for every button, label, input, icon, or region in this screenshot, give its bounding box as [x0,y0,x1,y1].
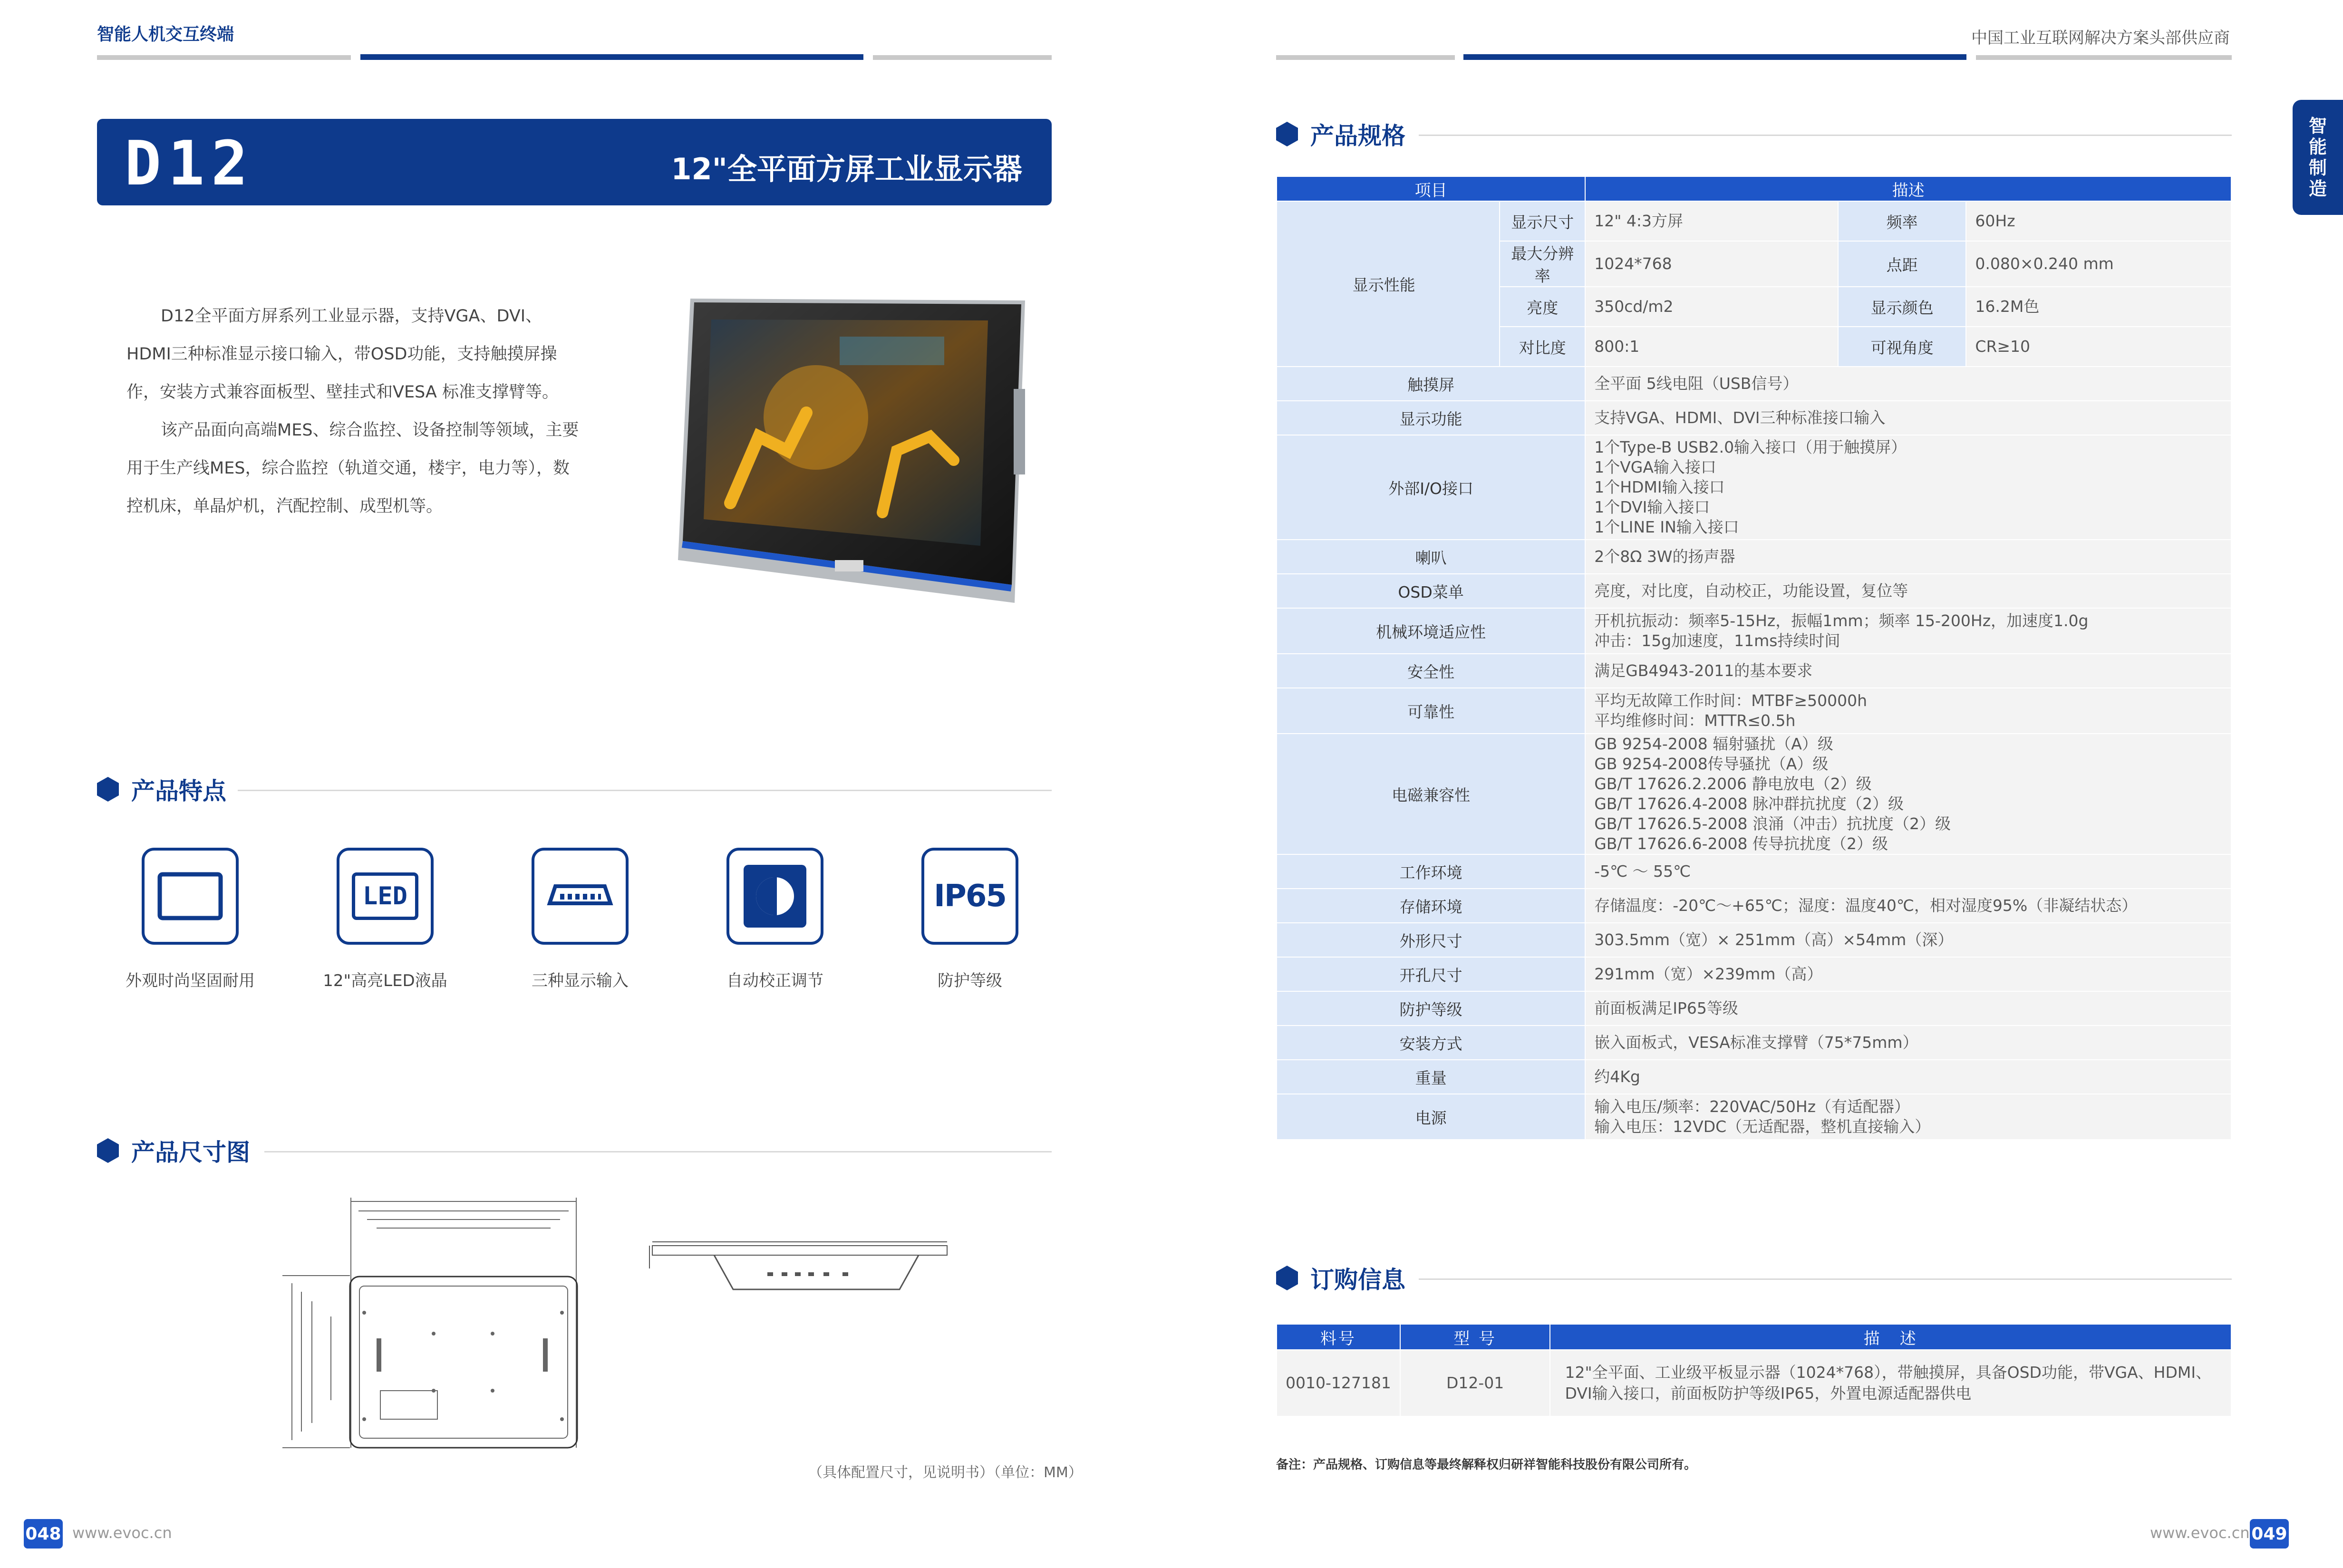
spec-value-line: 303.5mm（宽）× 251mm（高）×54mm（深） [1594,930,1954,949]
intro-paragraph: D12全平面方屏系列工业显示器，支持VGA、DVI、HDMI三种标准显示接口输入，带OSD功能，支持触摸屏操作，安装方式兼容面板型、壁挂式和VESA 标准支撑臂等。 [126,307,559,402]
spec-value [1585,435,2231,540]
spec-value [1585,608,2231,654]
feature-item [689,848,861,991]
spec-value-line: 1个Type-B USB2.0输入接口（用于触摸屏） [1594,438,1907,456]
spec-key: 显示尺寸 [1500,201,1585,241]
dimensions-heading [97,1132,250,1170]
product-name: 12"全平面方屏工业显示器 [671,152,1022,186]
spec-key: 存储环境 [1277,889,1585,923]
spec-value [1585,367,2231,401]
led-icon-text: LED [363,882,407,910]
ip65-icon-text: IP65 [934,879,1006,914]
spec-value-line: -5℃ ～ 55℃ [1594,862,1691,881]
order-heading [1276,1259,1405,1297]
spec-key: 可视角度 [1838,327,1966,367]
spec-row [1277,401,2231,435]
spec-key: 外部I/O接口 [1277,435,1585,540]
spec-key: 开孔尺寸 [1277,957,1585,991]
col-header-part: 料号 [1277,1324,1400,1350]
spec-row [1277,435,2231,540]
spec-value: 16.2M色 [1966,287,2231,327]
spec-value-line: GB 9254-2008传导骚扰（A）级 [1594,755,1829,773]
spec-value [1585,540,2231,574]
spec-value-line: 支持VGA、HDMI、DVI三种标准接口输入 [1594,408,1886,427]
spec-value-line: 存储温度：-20℃～+65℃；湿度：温度40℃，相对湿度95%（非凝结状态） [1594,896,2138,915]
feature-item [300,848,471,991]
spec-key: 对比度 [1500,327,1585,367]
spec-group-label: 显示性能 [1277,201,1500,367]
spec-key: 外形尺寸 [1277,923,1585,957]
spec-key: 重量 [1277,1060,1585,1094]
spec-value-line: 满足GB4943-2011的基本要求 [1594,661,1813,680]
intro-paragraph: 该产品面向高端MES、综合监控、设备控制等领域，主要用于生产线MES，综合监控（轨道交通，楼宇，电力等），数控机床，单晶炉机，汽配控制、成型机等。 [126,421,579,516]
feature-item [884,848,1055,991]
header-rule [873,55,1052,60]
spec-value [1585,991,2231,1026]
spec-row [1277,991,2231,1026]
section-title: 产品尺寸图 [131,1139,250,1166]
ip65-icon [921,848,1018,945]
header-rule [360,54,863,60]
hexagon-bullet-icon [97,1138,119,1163]
page-category: 智能人机交互终端 [97,25,234,44]
spec-value-line: 1个DVI输入接口 [1594,498,1710,516]
order-description: 12"全平面、工业级平板显示器（1024*768），带触摸屏，具备OSD功能，带VGA、HDMI、DVI输入接口，前面板防护等级IP65，外置电源适配器供电 [1550,1350,2231,1416]
feature-label: 外观时尚坚固耐用 [126,971,255,990]
model-number: D12-01 [1400,1350,1550,1416]
spec-value [1585,854,2231,889]
spec-value: 1024*768 [1585,241,1838,287]
spec-row [1277,608,2231,654]
spec-value-line: 输入电压：12VDC（无适配器，整机直接输入） [1594,1117,1931,1136]
spec-value-line: 前面板满足IP65等级 [1594,999,1738,1017]
auto-adjust-icon [726,848,823,945]
spec-value-line: 1个VGA输入接口 [1594,458,1716,476]
spec-value [1585,923,2231,957]
product-intro [126,297,581,525]
spec-value-line: 平均无故障工作时间：MTBF≥50000h [1594,691,1867,710]
spec-row [1277,1060,2231,1094]
feature-label: 12"高亮LED液晶 [323,971,447,990]
spec-key: 电源 [1277,1094,1585,1140]
spec-value-line: 2个8Ω 3W的扬声器 [1594,547,1735,566]
spec-row [1277,201,2231,241]
spec-row [1277,367,2231,401]
spec-value-line: 291mm（宽）×239mm（高） [1594,965,1823,983]
spec-key: 电磁兼容性 [1277,734,1585,854]
feature-item [105,848,276,991]
spec-value [1585,957,2231,991]
spec-row [1277,854,2231,889]
spec-value [1585,654,2231,688]
feature-label: 防护等级 [938,971,1002,990]
spec-value-line: 平均维修时间：MTTR≤0.5h [1594,711,1796,730]
spec-row [1277,654,2231,688]
spec-row [1277,734,2231,854]
spec-key: 触摸屏 [1277,367,1585,401]
spec-row [1277,957,2231,991]
spec-value-line: 嵌入面板式，VESA标准支撑臂（75*75mm） [1594,1033,1918,1052]
spec-key: 亮度 [1500,287,1585,327]
spec-key: 安装方式 [1277,1026,1585,1060]
page-number-left: 048 [24,1519,63,1549]
section-title: 产品特点 [131,777,226,805]
spec-header-row [1277,176,2231,201]
dimensions-note: （具体配置尺寸，见说明书）（单位：MM） [808,1464,1083,1481]
footnote: 备注：产品规格、订购信息等最终解释权归研祥智能科技股份有限公司所有。 [1276,1458,1697,1472]
order-row [1277,1350,2231,1416]
spec-value [1585,574,2231,608]
header-rule [1976,55,2232,60]
spec-value: 0.080×0.240 mm [1966,241,2231,287]
spec-value-line: 1个LINE IN输入接口 [1594,518,1739,536]
col-header-item: 项目 [1277,176,1585,201]
specs-heading [1276,115,1405,153]
order-table [1276,1324,2232,1417]
order-header-row [1277,1324,2231,1350]
spec-key: 可靠性 [1277,688,1585,734]
spec-value-line: 1个HDMI输入接口 [1594,478,1725,496]
hexagon-bullet-icon [1276,1266,1298,1290]
spec-row [1277,540,2231,574]
col-header-desc: 描 述 [1550,1324,2231,1350]
spec-value [1585,401,2231,435]
spec-row [1277,688,2231,734]
section-divider [238,790,1052,791]
section-title: 产品规格 [1310,122,1405,150]
spec-table [1276,176,2232,1140]
led-icon [337,848,434,945]
spec-key: 点距 [1838,241,1966,287]
spec-value-line: 约4Kg [1594,1067,1640,1086]
section-divider [1419,1278,2232,1280]
spec-value: 60Hz [1966,201,2231,241]
spec-value-line: 开机抗振动：频率5-15Hz，振幅1mm；频率 15-200Hz，加速度1.0g [1594,611,2089,630]
side-dimension-drawing [643,1237,957,1304]
spec-row [1277,1026,2231,1060]
spec-value: 12" 4:3方屏 [1585,201,1838,241]
spec-value-line: 输入电压/频率：220VAC/50Hz（有适配器） [1594,1097,1910,1116]
side-tab [2293,100,2343,215]
spec-key: 频率 [1838,201,1966,241]
spec-row [1277,889,2231,923]
spec-key: 最大分辨率 [1500,241,1585,287]
header-rule [1276,55,1455,60]
hexagon-bullet-icon [1276,122,1298,146]
company-tagline: 中国工业互联网解决方案头部供应商 [1971,29,2230,48]
spec-value: 350cd/m2 [1585,287,1838,327]
spec-key: 显示颜色 [1838,287,1966,327]
spec-value-line: GB 9254-2008 辐射骚扰（A）级 [1594,735,1833,753]
col-header-model: 型 号 [1400,1324,1550,1350]
product-model: D12 [125,128,255,199]
spec-value: CR≥10 [1966,327,2231,367]
website: www.evoc.cn [2150,1524,2250,1542]
section-divider [1419,135,2232,136]
spec-key: 防护等级 [1277,991,1585,1026]
side-tab-label: 智能制造 [2308,116,2327,199]
spec-value [1585,1094,2231,1140]
page-number-right: 049 [2250,1519,2289,1549]
spec-row [1277,574,2231,608]
spec-value-line: GB/T 17626.6-2008 传导抗扰度（2）级 [1594,834,1888,853]
spec-row [1277,1094,2231,1140]
product-photo [673,294,1031,610]
spec-key: 显示功能 [1277,401,1585,435]
monitor-outline-icon [142,848,239,945]
spec-value [1585,688,2231,734]
spec-value-line: 全平面 5线电阻（USB信号） [1594,374,1799,393]
spec-key: 喇叭 [1277,540,1585,574]
spec-key: OSD菜单 [1277,574,1585,608]
spec-value-line: GB/T 17626.2.2006 静电放电（2）级 [1594,774,1872,793]
section-divider [264,1151,1052,1152]
spec-value [1585,889,2231,923]
front-dimension-drawing [266,1191,590,1471]
spec-rows [1277,367,2231,1140]
feature-label: 自动校正调节 [726,971,823,990]
spec-value: 800:1 [1585,327,1838,367]
connector-port-icon [532,848,629,945]
spec-value-line: GB/T 17626.5-2008 浪涌（冲击）抗扰度（2）级 [1594,814,1951,833]
col-header-desc: 描述 [1585,176,2231,201]
spec-value-line: 亮度，对比度，自动校正，功能设置，复位等 [1594,581,1908,600]
spec-row [1277,923,2231,957]
website: www.evoc.cn [72,1524,172,1542]
spec-value-line: GB/T 17626.4-2008 脉冲群抗扰度（2）级 [1594,794,1904,813]
spec-key: 安全性 [1277,654,1585,688]
spec-value [1585,1026,2231,1060]
spec-value-line: 冲击：15g加速度，11ms持续时间 [1594,631,1840,650]
feature-item [494,848,666,991]
spec-value [1585,734,2231,854]
feature-label: 三种显示输入 [532,971,629,990]
spec-key: 工作环境 [1277,854,1585,889]
spec-value [1585,1060,2231,1094]
spec-key: 机械环境适应性 [1277,608,1585,654]
features-heading [97,770,226,808]
part-number: 0010-127181 [1277,1350,1400,1416]
header-rule [97,55,351,60]
hexagon-bullet-icon [97,777,119,802]
header-rule [1463,54,1966,60]
section-title: 订购信息 [1310,1266,1405,1294]
